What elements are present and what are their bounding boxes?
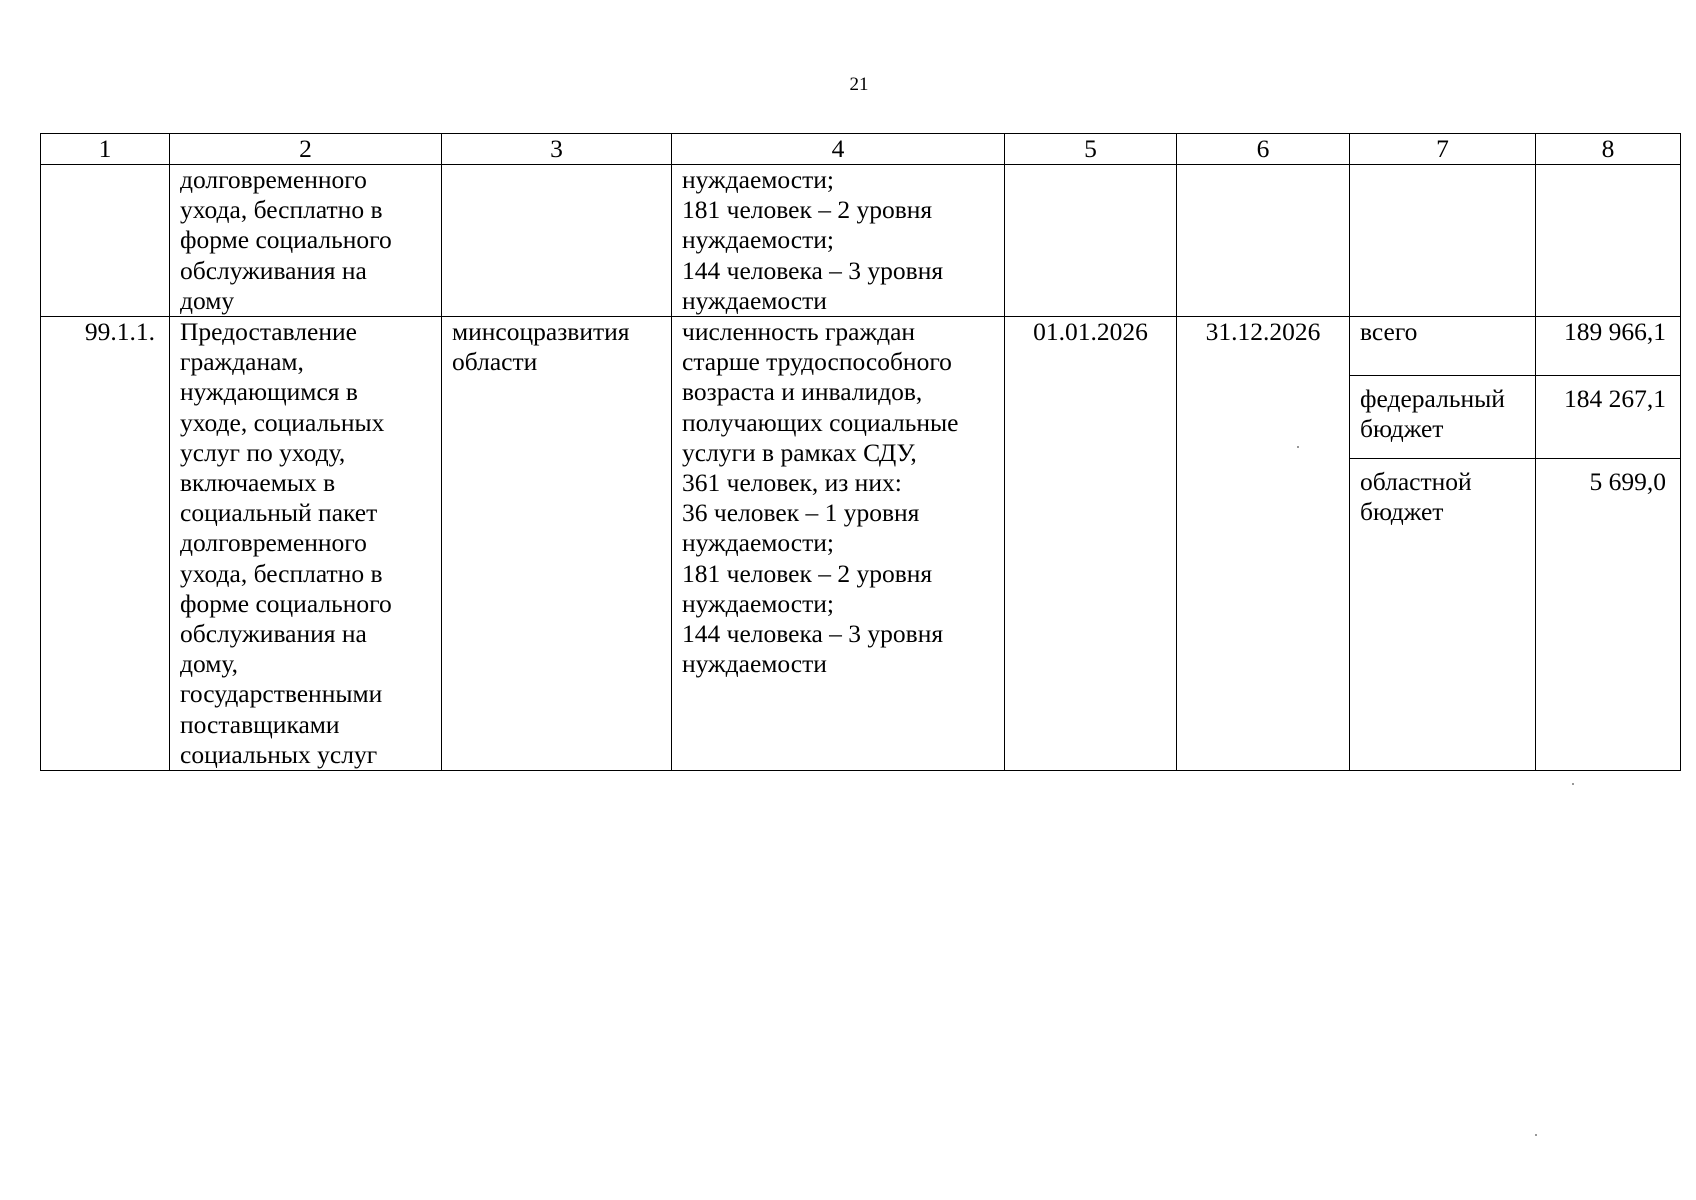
row-indicator bbox=[672, 317, 1005, 771]
row-funding-source bbox=[1350, 317, 1536, 771]
text-line: минсоцразвития bbox=[452, 317, 630, 347]
cont-col4 bbox=[672, 165, 1005, 317]
text-line: 36 человек – 1 уровня bbox=[682, 498, 920, 528]
column-header: 8 bbox=[1536, 134, 1681, 165]
page-number: 21 bbox=[849, 74, 869, 95]
text-line: форме социального bbox=[180, 225, 392, 255]
text-line: обслуживания на bbox=[180, 255, 367, 285]
text-line: 181 человек – 2 уровня bbox=[682, 195, 933, 225]
column-header: 5 bbox=[1005, 134, 1177, 165]
text-line: области bbox=[452, 347, 538, 377]
text-line: поставщиками bbox=[180, 709, 340, 739]
funding-source-regional: областной бюджет bbox=[1360, 467, 1472, 527]
text-line: ухода, бесплатно в bbox=[180, 558, 383, 588]
text-line: государственными bbox=[180, 679, 383, 709]
cont-col8 bbox=[1536, 165, 1681, 317]
text-line: дому, bbox=[180, 649, 238, 679]
text-line: гражданам, bbox=[180, 347, 304, 377]
plan-table bbox=[40, 133, 1681, 771]
text-line: нуждаемости; bbox=[682, 528, 835, 558]
cont-col1 bbox=[41, 165, 170, 317]
cont-col2 bbox=[170, 165, 442, 317]
text-line: услуг по уходу, bbox=[180, 437, 346, 467]
scan-speck bbox=[1297, 446, 1299, 448]
text-line: форме социального bbox=[180, 588, 392, 618]
text-line: 144 человека – 3 уровня bbox=[682, 619, 944, 649]
text-line: старше трудоспособного bbox=[682, 347, 952, 377]
text-line: услуги в рамках СДУ, bbox=[682, 437, 917, 467]
row-funding-amount bbox=[1536, 317, 1681, 771]
row-start-date: 01.01.2026 bbox=[1005, 317, 1177, 771]
funding-amount-regional: 5 699,0 bbox=[1589, 467, 1666, 497]
text-line: 144 человека – 3 уровня bbox=[682, 255, 944, 285]
text-line: дому bbox=[180, 285, 235, 315]
funding-source-federal: федеральный бюджет bbox=[1350, 376, 1535, 459]
text-line: получающих социальные bbox=[682, 407, 959, 437]
text-line: нуждаемости bbox=[682, 649, 827, 679]
text-line: долговременного bbox=[180, 165, 367, 194]
column-header: 7 bbox=[1350, 134, 1536, 165]
header-row bbox=[41, 134, 1681, 165]
row-end-date: 31.12.2026 bbox=[1177, 317, 1350, 771]
column-header: 3 bbox=[442, 134, 672, 165]
cont-col5 bbox=[1005, 165, 1177, 317]
text-line: долговременного bbox=[180, 528, 367, 558]
text-line: нуждающимся в bbox=[180, 377, 358, 407]
text-line: ухода, бесплатно в bbox=[180, 195, 383, 225]
text-line: Предоставление bbox=[180, 317, 357, 347]
row-description bbox=[170, 317, 442, 771]
text-line: уходе, социальных bbox=[180, 407, 385, 437]
funding-amount-federal: 184 267,1 bbox=[1536, 376, 1680, 459]
funding-amount-total: 189 966,1 bbox=[1536, 317, 1680, 376]
text-line: возраста и инвалидов, bbox=[682, 377, 923, 407]
text-line: нуждаемости bbox=[682, 285, 827, 315]
column-header: 6 bbox=[1177, 134, 1350, 165]
cont-col3 bbox=[442, 165, 672, 317]
text-line: нуждаемости; bbox=[682, 588, 835, 618]
cont-col6 bbox=[1177, 165, 1350, 317]
text-line: 361 человек, из них: bbox=[682, 468, 902, 498]
continuation-row bbox=[41, 165, 1681, 317]
text-line: социальных услуг bbox=[180, 739, 378, 769]
scan-speck bbox=[1572, 783, 1574, 785]
funding-source-total: всего bbox=[1350, 317, 1535, 376]
row-code: 99.1.1. bbox=[41, 317, 170, 771]
row-responsible bbox=[442, 317, 672, 771]
column-header: 4 bbox=[672, 134, 1005, 165]
text-line: численность граждан bbox=[682, 317, 916, 347]
scan-speck bbox=[1535, 1134, 1537, 1136]
cont-col7 bbox=[1350, 165, 1536, 317]
text-line: нуждаемости; bbox=[682, 225, 835, 255]
text-line: нуждаемости; bbox=[682, 165, 835, 194]
text-line: обслуживания на bbox=[180, 619, 367, 649]
column-header: 2 bbox=[170, 134, 442, 165]
text-line: включаемых в bbox=[180, 468, 336, 498]
table-row bbox=[41, 317, 1681, 771]
text-line: 181 человек – 2 уровня bbox=[682, 558, 933, 588]
column-header: 1 bbox=[41, 134, 170, 165]
text-line: социальный пакет bbox=[180, 498, 378, 528]
